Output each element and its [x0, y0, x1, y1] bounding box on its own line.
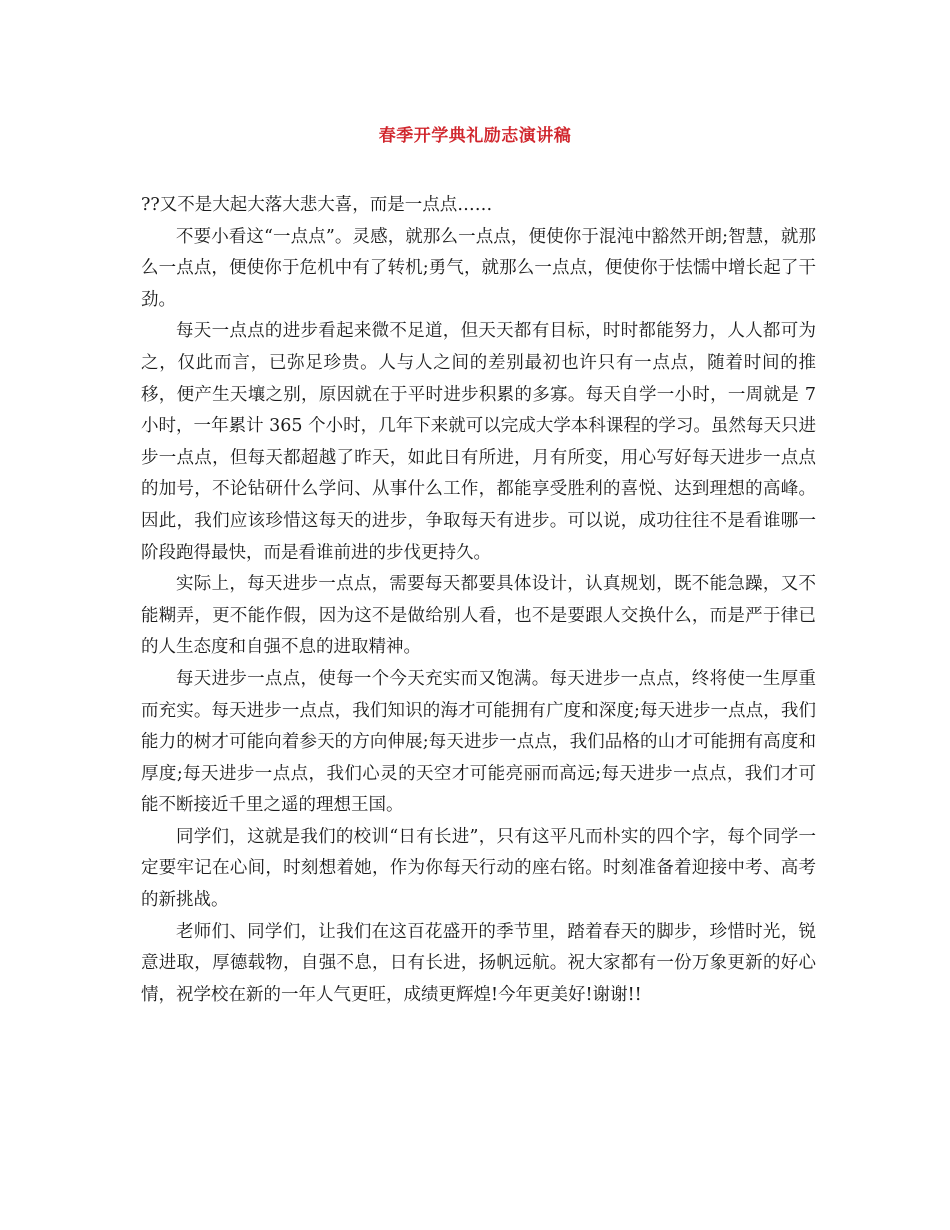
- document-title: 春季开学典礼励志演讲稿: [378, 126, 572, 146]
- paragraph: 每天进步一点点，使每一个今天充实而又饱满。每天进步一点点，终将使一生厚重而充实。每天进步一点点，我们知识的海才可能拥有广度和深度;每天进步一点点，我们能力的树才可能向着参天的方向伸展;每天进步一点点，我们品格的山才可能拥有高度和厚度;每天进步一点点，我们心灵的天空才可能亮丽而高远;每天进步一点点，我们才可能不断接近千里之遥的理想王国。: [141, 668, 816, 816]
- paragraph: 不要小看这“一点点”。灵感，就那么一点点，便使你于混沌中豁然开朗;智慧，就那么一点点，便使你于危机中有了转机;勇气，就那么一点点，便使你于怯懦中增长起了干劲。: [141, 226, 816, 310]
- document-body: [141, 190, 816, 1011]
- paragraph-intro: ??又不是大起大落大悲大喜，而是一点点……: [141, 195, 493, 215]
- paragraph: 实际上，每天进步一点点，需要每天都要具体设计，认真规划，既不能急躁，又不能糊弄，更不能作假，因为这不是做给别人看，也不是要跟人交换什么，而是严于律已的人生态度和自强不息的进取精神。: [141, 574, 816, 658]
- paragraph: 每天一点点的进步看起来微不足道，但天天都有目标，时时都能努力，人人都可为之，仅此而言，已弥足珍贵。人与人之间的差别最初也许只有一点点，随着时间的推移，便产生天壤之别，原因就在于平时进步积累的多寡。每天自学一小时，一周就是 7 小时，一年累计 365 个小时，几年下来就可以完成大学本科课程的学习。虽然每天只进步一点点，但每天都超越了昨天，如此日有所进，月有所变，用心写好每天进步一点点的加号，不论钻研什么学问、从事什么工作，都能享受胜利的喜悦、达到理想的高峰。因此，我们应该珍惜这每天的进步，争取每天有进步。可以说，成功往往不是看谁哪一阶段跑得最快，而是看谁前进的步伐更持久。: [141, 321, 816, 563]
- paragraph: 老师们、同学们，让我们在这百花盛开的季节里，踏着春天的脚步，珍惜时光，锐意进取，厚德载物，自强不息，日有长进，扬帆远航。祝大家都有一份万象更新的好心情，祝学校在新的一年人气更旺，成绩更辉煌!今年更美好!谢谢!!: [141, 921, 816, 1005]
- paragraph: 同学们，这就是我们的校训“日有长进”，只有这平凡而朴实的四个字，每个同学一定要牢记在心间，时刻想着她，作为你每天行动的座右铭。时刻准备着迎接中考、高考的新挑战。: [141, 826, 816, 911]
